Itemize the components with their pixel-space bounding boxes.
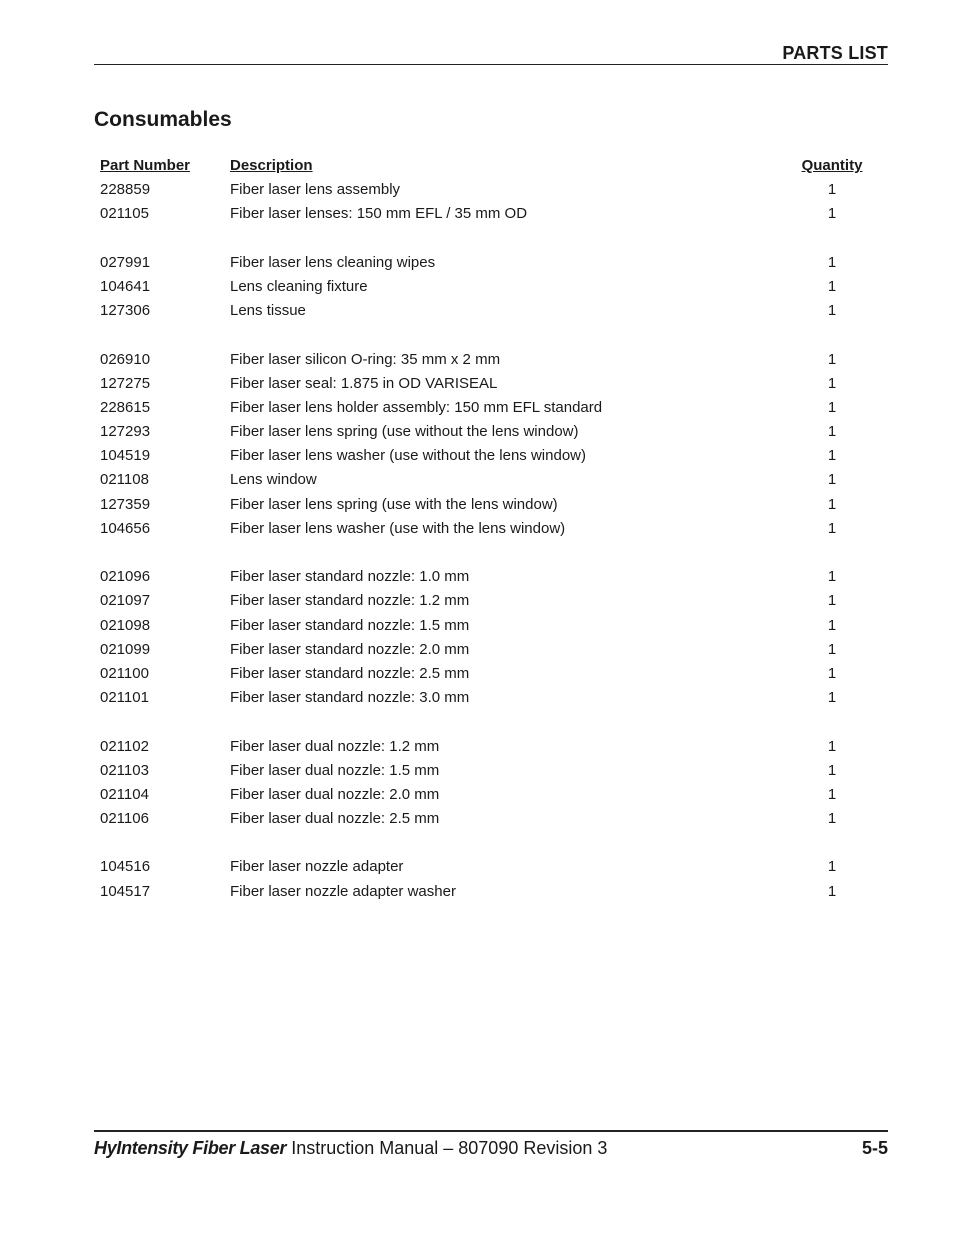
footer-manual-title: Instruction Manual – 807090 Revision 3 [291, 1138, 608, 1158]
part-number-cell: 021099 [100, 640, 151, 658]
part-number-cell: 021104 [100, 785, 149, 803]
table-row [100, 688, 870, 712]
description-cell: Fiber laser silicon O-ring: 35 mm x 2 mm [230, 350, 501, 368]
footer-divider [94, 1130, 888, 1132]
header-divider [94, 64, 888, 65]
quantity-cell: 1 [827, 640, 837, 658]
quantity-cell: 1 [827, 302, 837, 320]
description-cell: Fiber laser standard nozzle: 1.0 mm [230, 568, 470, 586]
table-row [100, 591, 870, 615]
part-number-cell: 104656 [100, 519, 151, 537]
description-cell: Fiber laser seal: 1.875 in OD VARISEAL [230, 374, 498, 392]
part-number-cell: 228859 [100, 181, 151, 199]
table-row [100, 567, 870, 591]
part-number-cell: 021101 [100, 689, 149, 707]
part-number-cell: 021103 [100, 761, 149, 779]
page-title: Consumables [94, 108, 232, 131]
quantity-cell: 1 [827, 785, 837, 803]
quantity-cell: 1 [827, 495, 837, 513]
description-cell: Fiber laser lens washer (use without the lens window) [230, 447, 586, 465]
quantity-cell: 1 [827, 568, 837, 586]
table-row [100, 519, 870, 543]
quantity-cell: 1 [827, 737, 837, 755]
table-row [100, 785, 870, 809]
part-number-cell: 104641 [100, 277, 151, 295]
quantity-cell: 1 [827, 519, 837, 537]
table-row [100, 809, 870, 833]
quantity-cell: 1 [827, 761, 837, 779]
part-number-cell: 104519 [100, 447, 151, 465]
description-cell: Fiber laser standard nozzle: 2.0 mm [230, 640, 470, 658]
table-row [100, 737, 870, 761]
part-number-cell: 021105 [100, 205, 149, 223]
table-row [100, 374, 870, 398]
quantity-cell: 1 [827, 423, 837, 441]
table-row [100, 882, 870, 906]
description-cell: Fiber laser lens cleaning wipes [230, 253, 436, 271]
quantity-cell: 1 [827, 181, 837, 199]
quantity-cell: 1 [827, 374, 837, 392]
table-row [100, 398, 870, 422]
description-cell: Fiber laser dual nozzle: 1.2 mm [230, 737, 440, 755]
table-row [100, 664, 870, 688]
part-number-cell: 104516 [100, 858, 151, 876]
description-cell: Lens window [230, 471, 317, 489]
table-row [100, 761, 870, 785]
quantity-cell: 1 [827, 350, 837, 368]
table-row [100, 640, 870, 664]
description-cell: Fiber laser lens spring (use with the lens window) [230, 495, 558, 513]
part-number-cell: 127293 [100, 423, 151, 441]
part-number-cell: 026910 [100, 350, 151, 368]
quantity-cell: 1 [827, 277, 837, 295]
description-cell: Fiber laser lens washer (use with the lens window) [230, 519, 566, 537]
description-cell: Fiber laser standard nozzle: 3.0 mm [230, 689, 470, 707]
table-header-row [100, 156, 870, 180]
part-number-cell: 021102 [100, 737, 149, 755]
quantity-cell: 1 [827, 616, 837, 634]
part-number-cell: 127275 [100, 374, 151, 392]
part-number-cell: 027991 [100, 253, 151, 271]
quantity-cell: 1 [827, 858, 837, 876]
table-row [100, 616, 870, 640]
description-cell: Lens tissue [230, 302, 306, 320]
part-number-cell: 021096 [100, 568, 151, 586]
description-cell: Fiber laser lens holder assembly: 150 mm EFL standard [230, 398, 603, 416]
table-row [100, 180, 870, 204]
column-header-quantity: Quantity [801, 157, 863, 174]
page-number: 5-5 [861, 1138, 888, 1158]
quantity-cell: 1 [827, 447, 837, 465]
description-cell: Fiber laser standard nozzle: 1.5 mm [230, 616, 470, 634]
part-number-cell: 021106 [100, 810, 149, 828]
table-row [100, 446, 870, 470]
part-number-cell: 104517 [100, 882, 151, 900]
column-header-part-number: Part Number [100, 157, 191, 174]
table-row [100, 422, 870, 446]
quantity-cell: 1 [827, 471, 837, 489]
part-number-cell: 127359 [100, 495, 151, 513]
table-row [100, 204, 870, 228]
description-cell: Fiber laser standard nozzle: 2.5 mm [230, 664, 470, 682]
quantity-cell: 1 [827, 205, 837, 223]
table-body [100, 180, 870, 906]
part-number-cell: 021098 [100, 616, 151, 634]
quantity-cell: 1 [827, 664, 837, 682]
description-cell: Fiber laser dual nozzle: 2.5 mm [230, 810, 440, 828]
quantity-cell: 1 [827, 689, 837, 707]
part-number-cell: 021097 [100, 592, 151, 610]
part-number-cell: 021108 [100, 471, 149, 489]
part-number-cell: 228615 [100, 398, 151, 416]
quantity-cell: 1 [827, 398, 837, 416]
table-row [100, 253, 870, 277]
description-cell: Fiber laser standard nozzle: 1.2 mm [230, 592, 470, 610]
quantity-cell: 1 [827, 882, 837, 900]
quantity-cell: 1 [827, 810, 837, 828]
header-section-title: PARTS LIST [782, 43, 888, 63]
table-row [100, 277, 870, 301]
footer-manual-info [94, 1138, 607, 1159]
description-cell: Fiber laser lenses: 150 mm EFL / 35 mm OD [230, 205, 528, 223]
description-cell: Fiber laser nozzle adapter washer [230, 882, 456, 900]
description-cell: Fiber laser lens assembly [230, 181, 401, 199]
part-number-cell: 127306 [100, 302, 151, 320]
quantity-cell: 1 [827, 592, 837, 610]
description-cell: Fiber laser nozzle adapter [230, 858, 404, 876]
table-row [100, 350, 870, 374]
description-cell: Fiber laser dual nozzle: 1.5 mm [230, 761, 440, 779]
part-number-cell: 021100 [100, 664, 149, 682]
description-cell: Fiber laser lens spring (use without the lens window) [230, 423, 579, 441]
column-header-description: Description [230, 157, 313, 174]
quantity-cell: 1 [827, 253, 837, 271]
table-row [100, 470, 870, 494]
table-row [100, 495, 870, 519]
table-row [100, 857, 870, 881]
table-row [100, 301, 870, 325]
description-cell: Fiber laser dual nozzle: 2.0 mm [230, 785, 440, 803]
footer-product-name: HyIntensity Fiber Laser [94, 1138, 287, 1158]
parts-table [100, 156, 870, 906]
description-cell: Lens cleaning fixture [230, 277, 368, 295]
